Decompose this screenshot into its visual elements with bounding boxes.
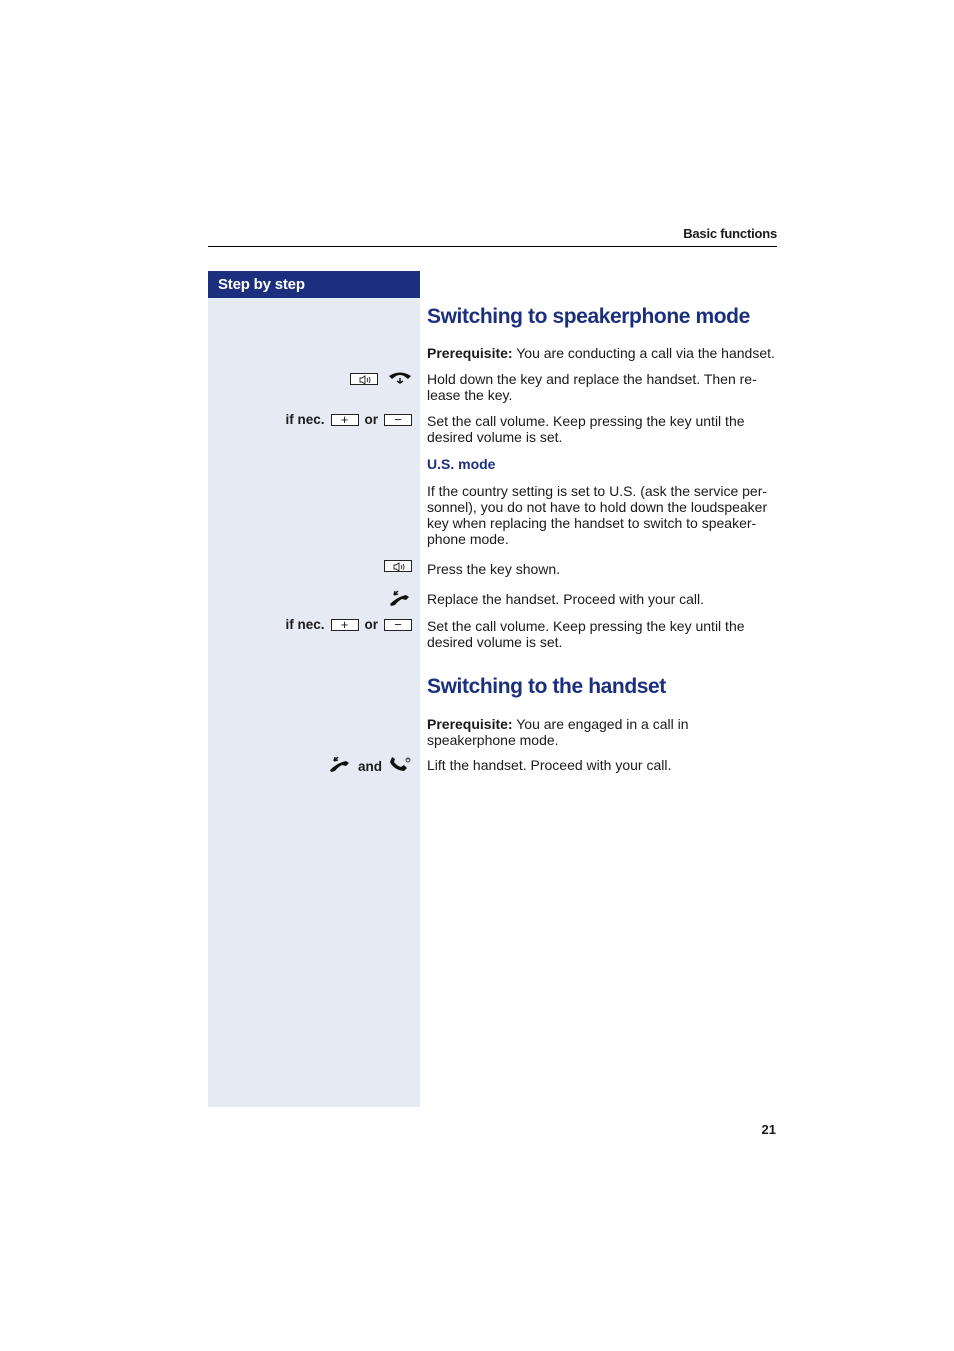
step-by-step-bar: Step by step xyxy=(208,271,420,298)
minus-key-icon: − xyxy=(384,619,412,631)
if-necessary-label: if nec. xyxy=(285,617,325,632)
section-heading-speakerphone: Switching to speakerphone mode xyxy=(427,305,750,328)
plus-key-icon: + xyxy=(331,619,359,631)
step-speaker-hangup-icons xyxy=(350,370,412,387)
lift-handset-icon xyxy=(328,756,352,777)
speaker-key-icon xyxy=(350,373,378,385)
step-replace-handset-row xyxy=(388,590,412,611)
step-lift-handset-text: Lift the handset. Proceed with your call. xyxy=(427,757,672,773)
prerequisite-label: Prerequisite: xyxy=(427,345,513,361)
and-label: and xyxy=(357,759,382,774)
or-label: or xyxy=(364,412,378,427)
hang-up-handset-icon xyxy=(388,370,412,387)
step-volume-text-1: Set the call volume. Keep pressing the key until the desired volume is set. xyxy=(427,413,745,445)
step-volume-row-1 xyxy=(285,412,412,427)
prerequisite-label: Prerequisite: xyxy=(427,716,513,732)
step-lift-handset-row xyxy=(328,756,412,777)
step-volume-text-2: Set the call volume. Keep pressing the key until the desired volume is set. xyxy=(427,618,745,650)
speaker-key-icon xyxy=(384,560,412,572)
section-heading-handset: Switching to the handset xyxy=(427,675,666,698)
prerequisite-handset xyxy=(427,716,779,748)
plus-key-icon: + xyxy=(331,414,359,426)
step-volume-row-2 xyxy=(285,617,412,632)
step-replace-handset-text: Replace the handset. Proceed with your call. xyxy=(427,591,705,607)
prerequisite-speakerphone xyxy=(427,345,779,361)
prerequisite-text: You are engaged in a call in speakerphone mode. xyxy=(427,716,689,748)
us-mode-heading: U.S. mode xyxy=(427,456,496,472)
step-hold-key-text: Hold down the key and replace the handset. Then re-lease the key. xyxy=(427,371,757,403)
handset-ringing-icon xyxy=(388,756,412,777)
page-number: 21 xyxy=(761,1122,776,1137)
us-mode-text: If the country setting is set to U.S. (ask the service per-sonnel), you do not have to hold down the loudspeaker key when replacing the handset to switch to speaker-phone mode. xyxy=(427,483,768,547)
step-speaker-key-row xyxy=(384,560,412,572)
minus-key-icon: − xyxy=(384,414,412,426)
prerequisite-text: You are conducting a call via the handset. xyxy=(512,345,775,361)
running-header: Basic functions xyxy=(683,226,777,241)
header-divider xyxy=(208,246,777,247)
if-necessary-label: if nec. xyxy=(285,412,325,427)
or-label: or xyxy=(364,617,378,632)
step-press-key-text: Press the key shown. xyxy=(427,561,561,577)
lift-handset-icon xyxy=(388,590,412,611)
